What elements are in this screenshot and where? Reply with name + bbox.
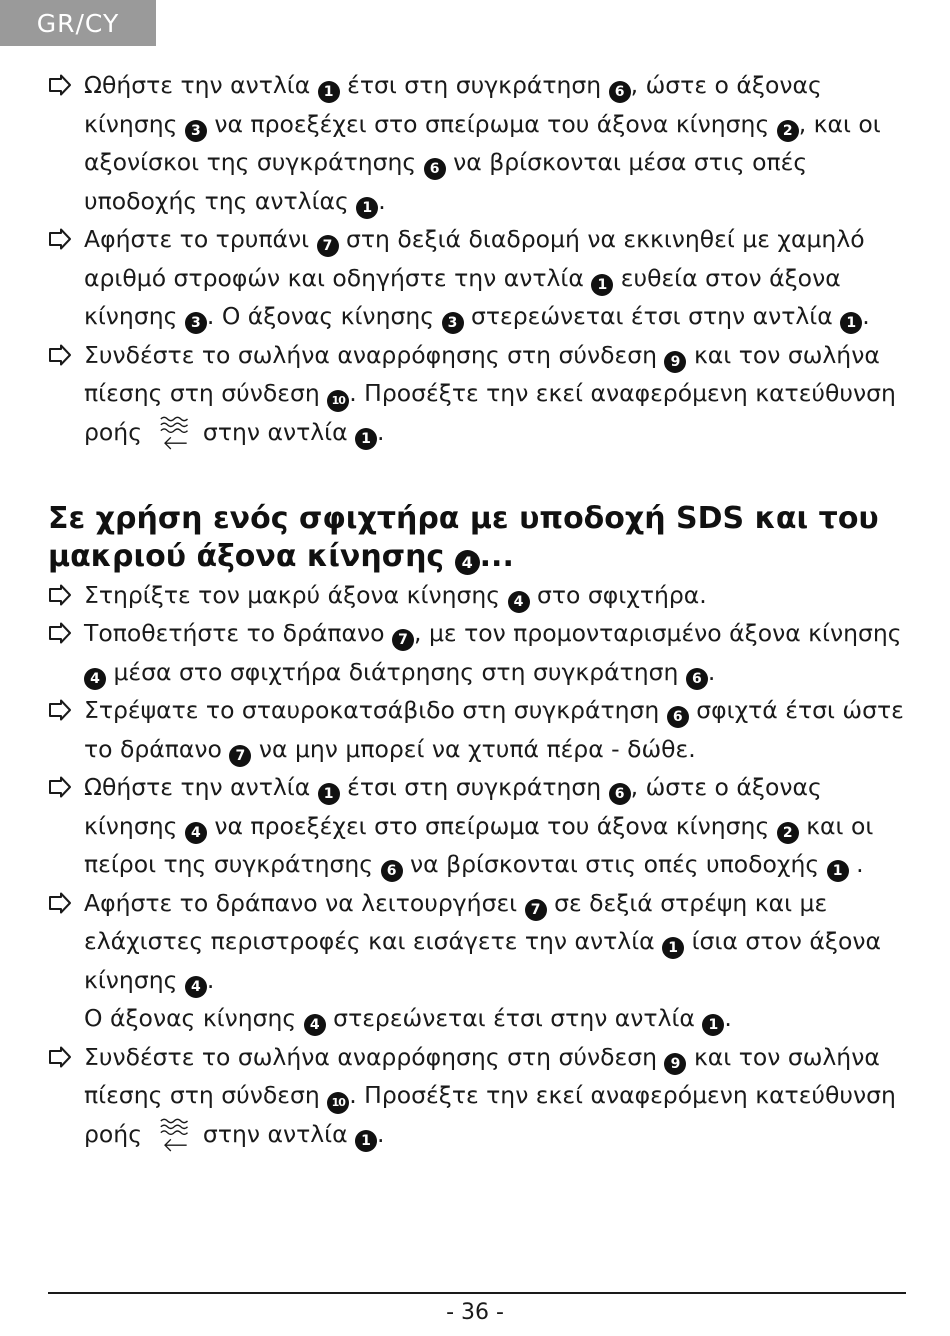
- steps-list-sds-chuck: [48, 576, 908, 1156]
- step-text: .: [862, 302, 870, 330]
- step-text: , με τον προμονταρισμένο άξονα κίνησης: [414, 619, 902, 647]
- step-text: Συνδέστε το σωλήνα αναρρόφησης στη σύνδεση: [84, 1042, 665, 1071]
- number-badge: 1: [702, 1014, 724, 1036]
- number-badge: 7: [392, 629, 414, 651]
- hollow-arrow-right-icon: [48, 776, 72, 798]
- number-badge: 4: [185, 822, 207, 844]
- number-badge: 1: [662, 937, 684, 959]
- section-heading-text: Σε χρήση ενός σφιχτήρα με υποδοχή SDS και του μακριού άξονα κίνησης: [48, 500, 879, 574]
- number-badge: 1: [840, 312, 862, 334]
- number-badge: 6: [609, 783, 631, 805]
- step-text: ίσια στον άξονα κίνησης: [84, 927, 881, 994]
- number-badge: 1: [355, 428, 377, 450]
- instruction-step: [48, 576, 908, 615]
- steps-list-pump-mounting: [48, 66, 908, 454]
- flow-direction-icon: [155, 1116, 195, 1156]
- hollow-arrow-right-icon: [48, 228, 72, 250]
- hollow-arrow-right-icon: [48, 344, 72, 366]
- number-badge: 3: [185, 312, 207, 334]
- hollow-arrow-right-icon: [48, 74, 72, 96]
- number-badge: 7: [317, 235, 339, 257]
- number-badge: 2: [777, 822, 799, 844]
- step-text: στο σφιχτήρα.: [529, 580, 707, 609]
- step-text: ευθεία στον άξονα κίνησης: [84, 263, 841, 330]
- step-text: να μην μπορεί να χτυπά πέρα - δώθε.: [251, 734, 696, 763]
- hollow-arrow-right-icon: [48, 622, 72, 644]
- step-text: να βρίσκονται στις οπές υποδοχής: [402, 850, 827, 878]
- step-text: Στρέψατε το σταυροκατσάβιδο στη συγκράτηση: [84, 696, 667, 724]
- number-badge: 3: [442, 312, 464, 334]
- step-text: στη δεξιά διαδρομή να εκκινηθεί με χαμηλό αριθμό στροφών και οδηγήστε την αντλία: [84, 225, 865, 292]
- instruction-step: [48, 884, 908, 1038]
- number-badge: 10: [327, 390, 349, 412]
- number-badge: 6: [667, 706, 689, 728]
- number-badge: 6: [609, 81, 631, 103]
- language-tab-label: GR/CY: [36, 8, 120, 38]
- instruction-step: [48, 1038, 908, 1156]
- step-text: στην αντλία: [195, 1119, 356, 1148]
- instruction-step: [48, 768, 908, 884]
- step-text: και οι πείροι της συγκράτησης: [84, 811, 874, 878]
- step-text: σφιχτά έτσι ώστε το δράπανο: [84, 696, 904, 763]
- number-badge: 2: [777, 120, 799, 142]
- instruction-step: [48, 691, 908, 768]
- step-text: .: [724, 1004, 732, 1032]
- number-badge: 1: [318, 81, 340, 103]
- hollow-arrow-right-icon: [48, 1046, 72, 1068]
- number-badge: 1: [591, 274, 613, 296]
- number-badge: 9: [664, 351, 686, 373]
- language-tab: [0, 0, 156, 46]
- number-badge: 6: [424, 158, 446, 180]
- step-text: και τον σωλήνα πίεσης στη σύνδεση: [84, 340, 880, 407]
- step-text: Ωθήστε την αντλία: [84, 773, 318, 801]
- step-text: στερεώνεται έτσι στην αντλία: [463, 302, 841, 330]
- number-badge: 4: [508, 591, 530, 613]
- number-badge: 1: [318, 783, 340, 805]
- instruction-step: [48, 220, 908, 336]
- number-badge: 3: [185, 120, 207, 142]
- step-text: .: [377, 1119, 385, 1148]
- number-badge: 6: [381, 860, 403, 882]
- step-text: να προεξέχει στο σπείρωμα του άξονα κίνησης: [206, 109, 777, 138]
- step-text: μέσα στο σφιχτήρα διάτρησης στη συγκράτηση: [106, 657, 686, 686]
- number-badge: 1: [827, 860, 849, 882]
- number-badge: 10: [327, 1092, 349, 1114]
- number-badge: 1: [355, 1130, 377, 1152]
- number-badge: 4: [185, 976, 207, 998]
- step-text: Αφήστε το δράπανο να λειτουργήσει: [84, 888, 525, 917]
- step-text: στερεώνεται έτσι στην αντλία: [325, 1004, 703, 1032]
- main-content: [48, 66, 908, 1156]
- step-text: . Προσέξτε την εκεί αναφερόμενη κατεύθυνση ροής: [84, 379, 896, 446]
- step-text: .: [848, 850, 864, 878]
- footer-divider: [48, 1292, 906, 1294]
- step-text: , ώστε ο άξονας κίνησης: [84, 71, 822, 138]
- instruction-step: [48, 66, 908, 220]
- flow-direction-icon: [155, 414, 195, 454]
- instruction-step: [48, 614, 908, 691]
- number-badge: 4: [455, 550, 480, 575]
- section-heading: [48, 500, 908, 576]
- step-text: και τον σωλήνα πίεσης στη σύνδεση: [84, 1042, 880, 1109]
- step-text: Στηρίξτε τον μακρύ άξονα κίνησης: [84, 580, 508, 609]
- step-text: . Ο άξονας κίνησης: [206, 302, 442, 330]
- hollow-arrow-right-icon: [48, 584, 72, 606]
- step-text: στην αντλία: [195, 417, 356, 446]
- number-badge: 1: [356, 197, 378, 219]
- step-text: , και οι αξονίσκοι της συγκράτησης: [84, 109, 881, 176]
- step-text: . Προσέξτε την εκεί αναφερόμενη κατεύθυνση ροής: [84, 1081, 896, 1148]
- step-text: .: [377, 417, 385, 446]
- step-text: Τοποθετήστε το δράπανο: [84, 619, 392, 647]
- step-text: Ωθήστε την αντλία: [84, 71, 318, 99]
- hollow-arrow-right-icon: [48, 892, 72, 914]
- step-text: σε δεξιά στρέψη και με ελάχιστες περιστροφές και εισάγετε την αντλία: [84, 888, 828, 955]
- page-number: - 36 -: [446, 1300, 504, 1325]
- instruction-step: [48, 336, 908, 454]
- number-badge: 6: [686, 668, 708, 690]
- number-badge: 7: [229, 745, 251, 767]
- number-badge: 4: [84, 668, 106, 690]
- step-text: να βρίσκονται μέσα στις οπές υποδοχής της αντλίας: [84, 148, 808, 215]
- step-text: . Ο άξονας κίνησης: [84, 965, 304, 1032]
- step-text: , ώστε ο άξονας κίνησης: [84, 773, 822, 840]
- number-badge: 4: [304, 1014, 326, 1036]
- step-text: έτσι στη συγκράτηση: [339, 71, 609, 99]
- number-badge: 9: [664, 1053, 686, 1075]
- section-heading-suffix: ...: [479, 538, 514, 574]
- step-text: έτσι στη συγκράτηση: [339, 773, 609, 801]
- step-text: .: [707, 657, 716, 686]
- step-text: να προεξέχει στο σπείρωμα του άξονα κίνησης: [206, 811, 777, 840]
- hollow-arrow-right-icon: [48, 699, 72, 721]
- step-text: Αφήστε το τρυπάνι: [84, 225, 317, 253]
- number-badge: 7: [525, 899, 547, 921]
- step-text: Συνδέστε το σωλήνα αναρρόφησης στη σύνδεση: [84, 340, 665, 369]
- step-text: .: [378, 186, 386, 215]
